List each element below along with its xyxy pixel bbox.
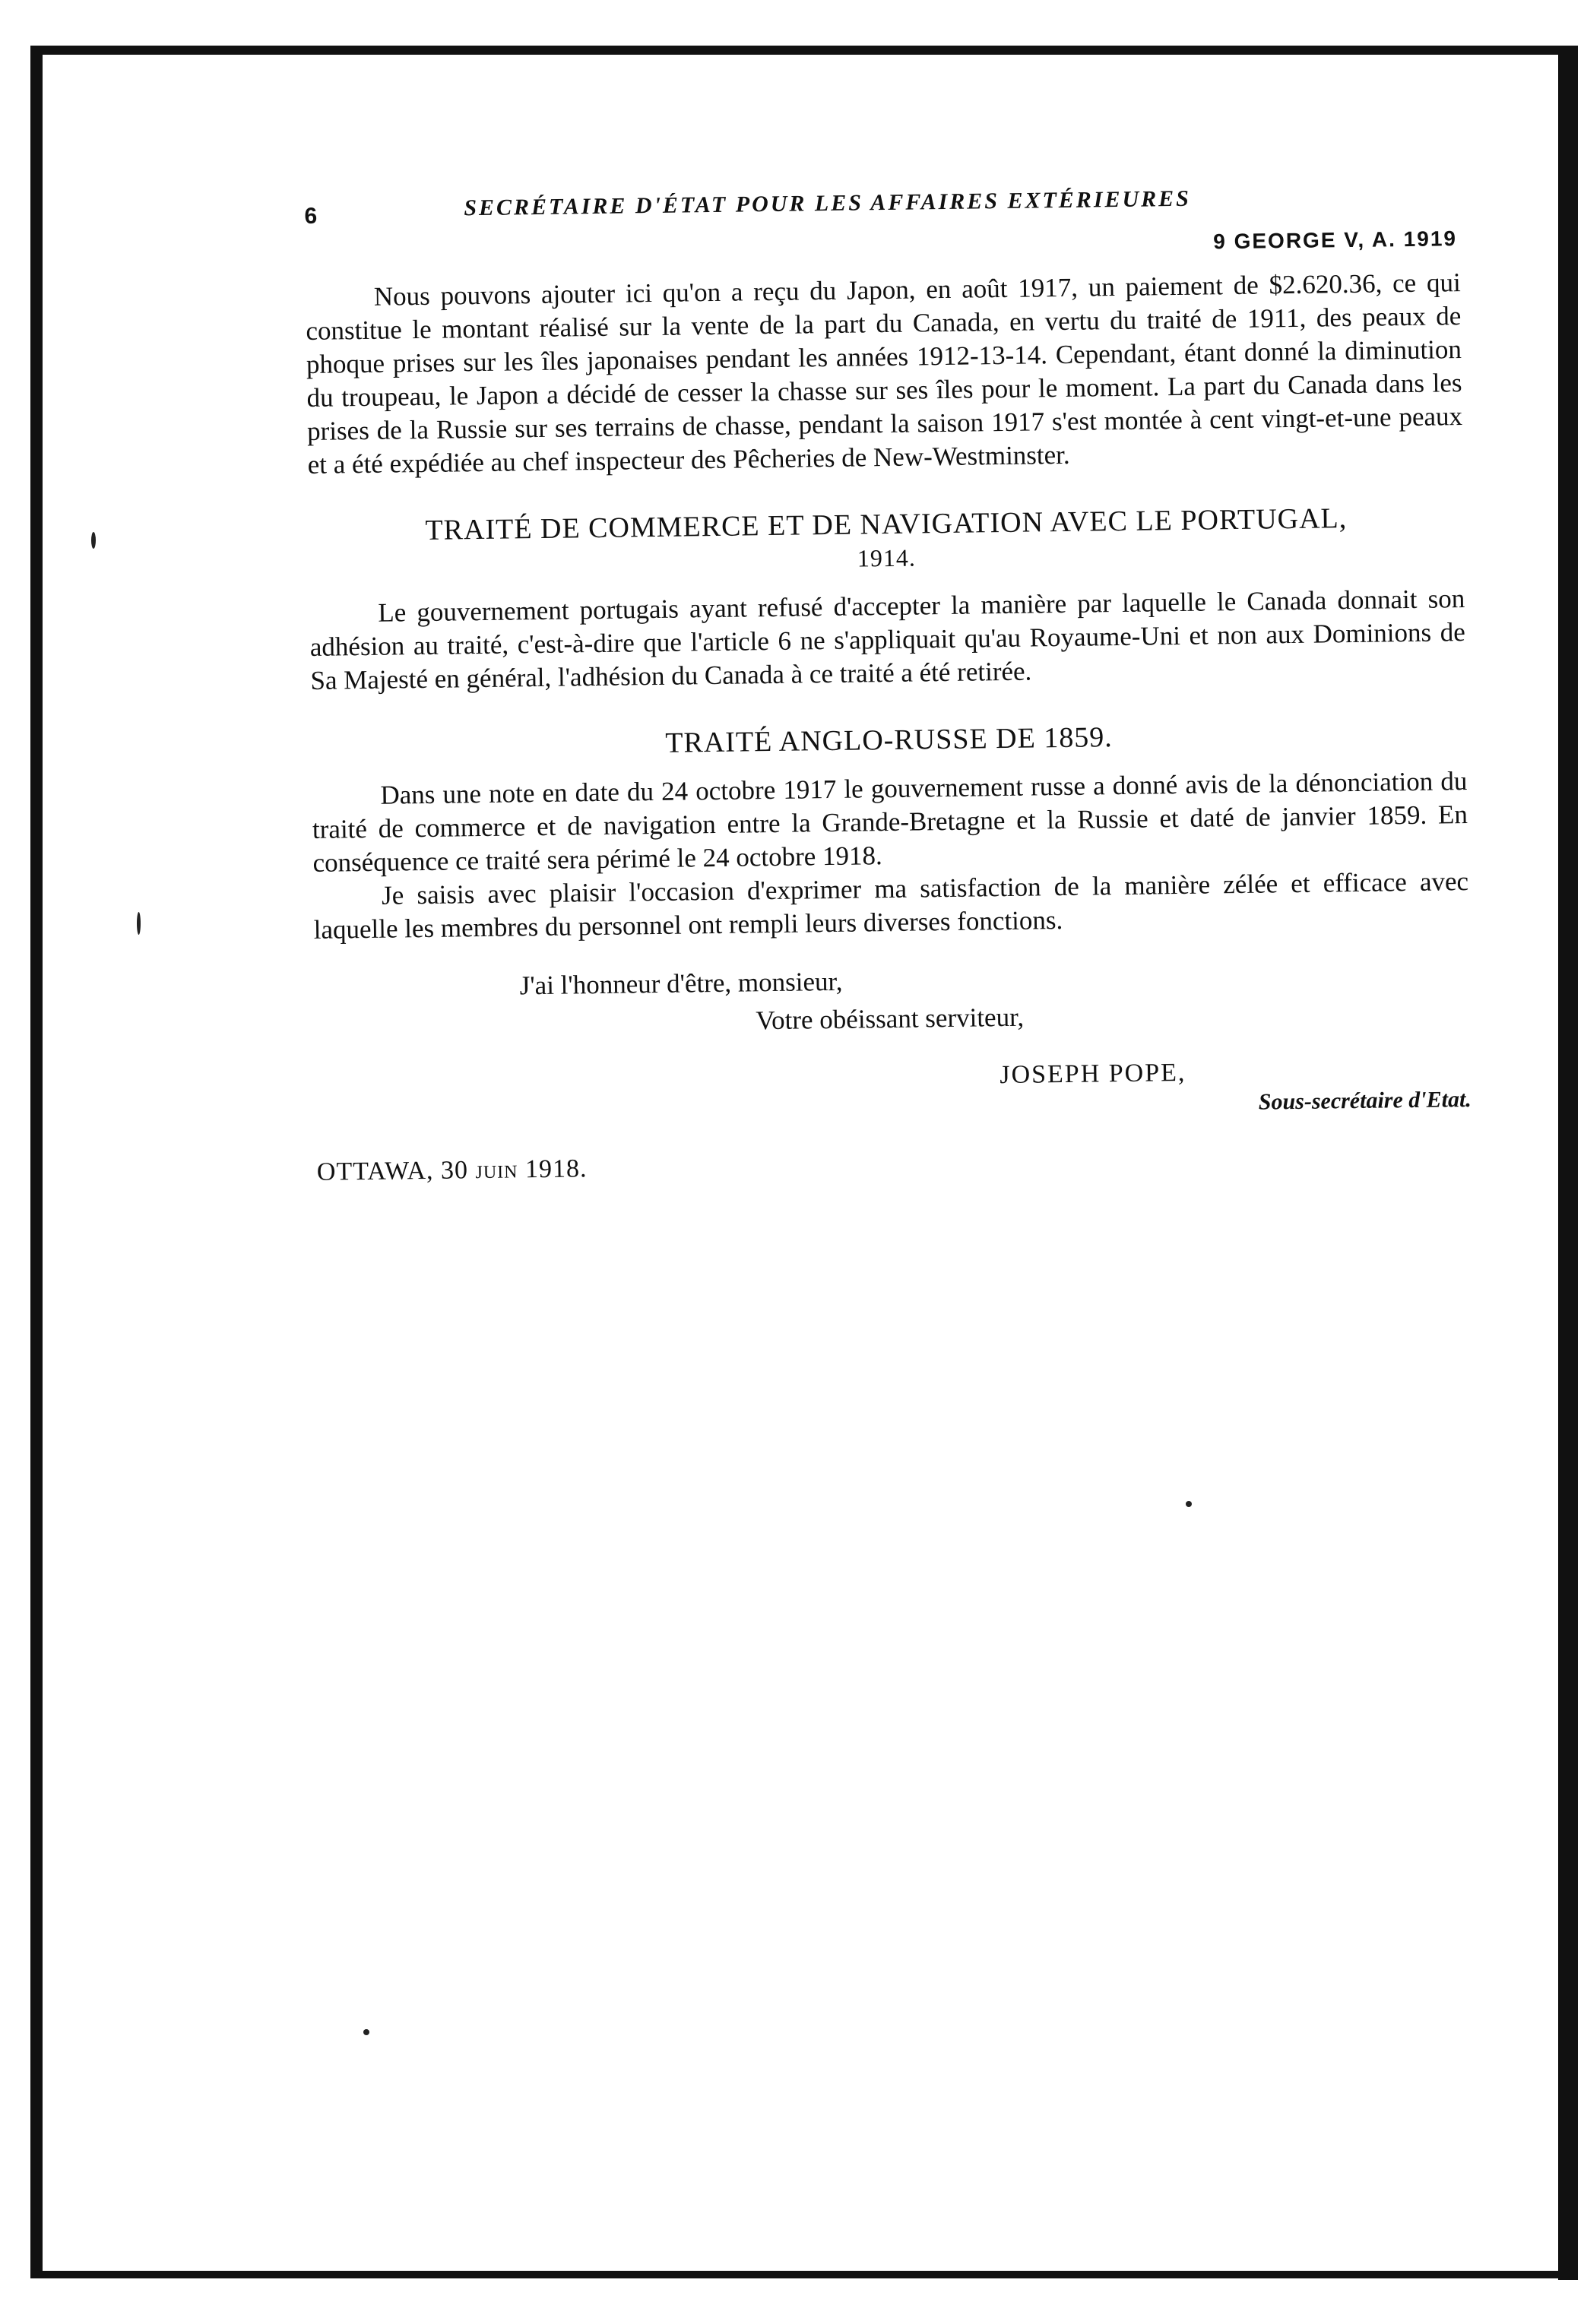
scan-border-left [30,46,43,2278]
scan-speck [91,532,96,549]
heading-russia-title: TRAITÉ ANGLO-RUSSE DE 1859. [665,721,1114,759]
heading-portugal-title: TRAITÉ DE COMMERCE ET DE NAVIGATION AVEC LE PORTUGAL, [425,502,1348,546]
running-head: SECRÉTAIRE D'ÉTAT POUR LES AFFAIRES EXTÉRIEURES [464,185,1192,221]
heading-russia-treaty [311,716,1466,765]
paragraph-japan-payment: Nous pouvons ajouter ici qu'on a reçu du Japon, en août 1917, un paiement de $2.620.36, ce qui constitue le montant réalisé sur la vente de la part du Canada, en vertu du traité de 1911, des peaux de phoque prises sur les îles japonaises pendant les années 1912-13-14. Cependant, étant donné la diminution du troupeau, le Japon a décidé de cesser la chasse sur ses îles pour le moment. La part du Canada dans les prises de la Russie sur ses terrains de chasse, pendant la saison 1917 s'est montée à cent vingt-et-une peaux et a été expédiée au chef inspecteur des Pêcheries de New-Westminster. [306,268,1463,480]
scan-speck [363,2029,369,2035]
session-reference: 9 GEORGE V, A. 1919 [1213,226,1458,254]
signatory-title: Sous-secrétaire d'Etat. [1258,1087,1472,1115]
scan-border-bottom [30,2271,1578,2278]
closing-line-1: J'ai l'honneur d'être, monsieur, [519,966,843,1001]
scan-border-top [30,46,1573,55]
place-and-date: OTTAWA, 30 juin 1918. [316,1154,588,1186]
paragraph-satisfaction: Je saisis avec plaisir l'occasion d'exprimer ma satisfaction de la manière zélée et efficace avec laquelle les membres du personnel ont rempli leurs diverses fonctions. [313,866,1469,945]
heading-portugal-treaty [309,500,1465,582]
paragraph-portugal: Le gouvernement portugais ayant refusé d'accepter la manière par laquelle le Canada donnait son adhésion au traité, c'est-à-dire que l'article 6 ne s'appliquait qu'au Royaume-Uni et non aux Dominions de Sa Majesté en général, l'adhésion du Canada à ce traité a été retirée. [309,584,1465,695]
scan-border-right [1558,46,1578,2280]
paragraph-russia: Dans une note en date du 24 octobre 1917 le gouvernement russe a donné avis de la dénonciation du traité de commerce et de navigation entre la Grande-Bretagne et la Russie et daté de janvier 1859. En conséquence ce traité sera périmé le 24 octobre 1918. [312,766,1468,878]
scan-speck [137,912,141,935]
closing-salutation [314,955,1470,1046]
heading-portugal-year: 1914. [857,543,917,572]
closing-line-2: Votre obéissant serviteur, [756,1002,1025,1036]
page-header [304,175,1460,236]
scan-speck [1186,1501,1192,1507]
page-number: 6 [304,203,318,229]
document-page [304,175,1472,1187]
signatory-name: JOSEPH POPE, [1000,1058,1186,1090]
